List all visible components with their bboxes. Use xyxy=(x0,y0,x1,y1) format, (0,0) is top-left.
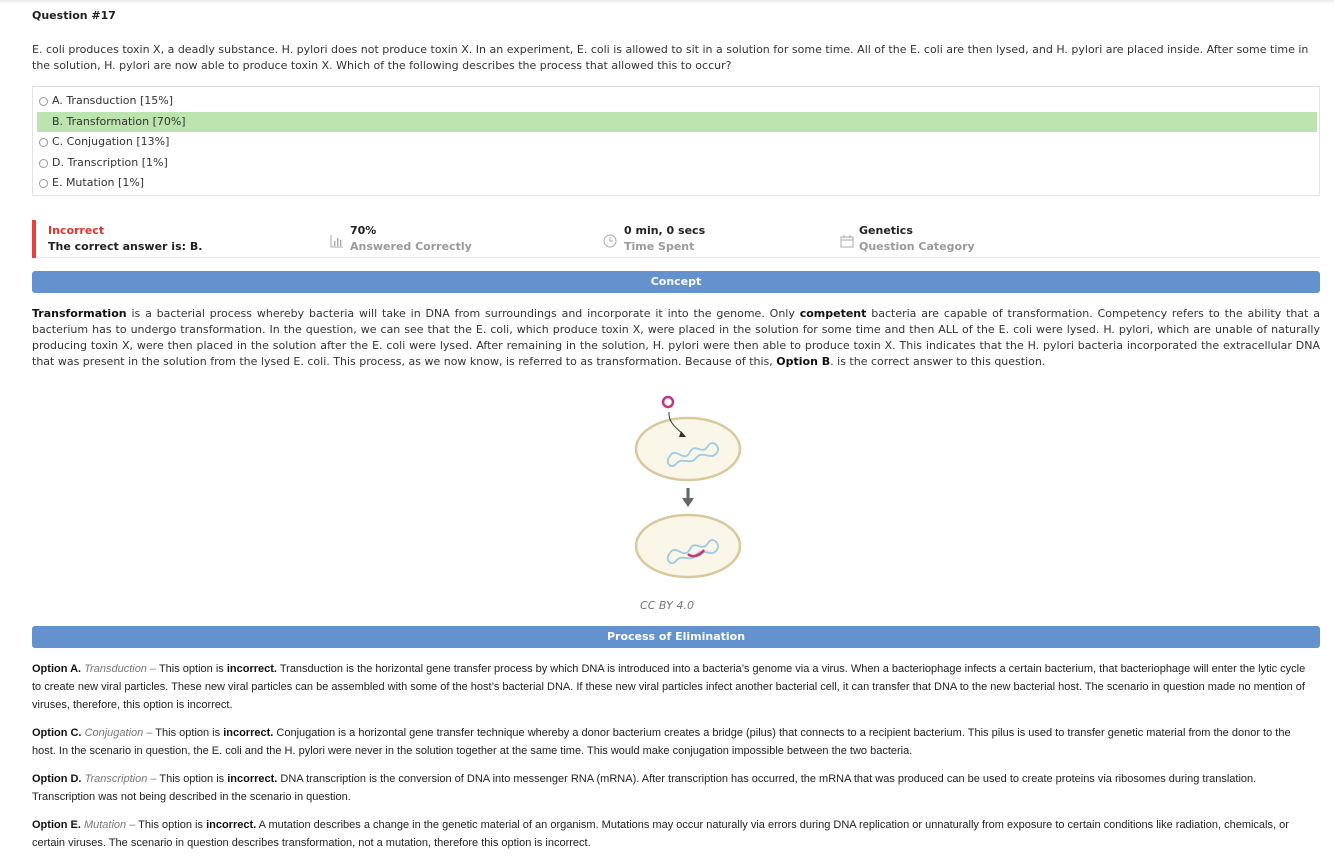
concept-header: Concept xyxy=(32,271,1320,293)
option-body: A mutation describes a change in the genetic material of an organism. Mutations may occur naturally via errors during DNA replication or unnaturally from exposure to certain conditions like radiation, chemicals, or certain viruses. The scenario in question describes transformation, not a mutation, therefore this option is incorrect. xyxy=(32,819,1289,849)
option-id: Option E. xyxy=(32,819,81,831)
time-spent-label: Time Spent xyxy=(624,240,695,253)
option-lead: This option is xyxy=(135,819,207,831)
option-label: C. Conjugation [13%] xyxy=(52,135,170,148)
transformation-diagram xyxy=(624,388,752,584)
calendar-icon xyxy=(840,234,854,248)
concept-text: . is the correct answer to this question. xyxy=(830,355,1046,368)
concept-term: competent xyxy=(799,307,867,320)
top-shadow xyxy=(0,0,1334,4)
concept-answer: Option B xyxy=(776,355,831,368)
concept-term: Transformation xyxy=(32,307,127,320)
option-label: D. Transcription [1%] xyxy=(52,156,168,169)
category-label: Question Category xyxy=(859,240,975,253)
elimination-option-e xyxy=(32,816,1312,852)
option-id: Option D. xyxy=(32,773,82,785)
option-a[interactable] xyxy=(37,91,1317,111)
option-name: Conjugation – xyxy=(84,727,153,739)
option-label: B. Transformation [70%] xyxy=(52,115,186,128)
concept-text: bacteria are capable of transformation. Competency refers to the ability that a bacterium has to undergo transformation. In the question, we can see that the E. coli, which produce toxin X, were placed in the solution for some time and then ALL of the E. coli were lysed. H. pylori, which are unable of naturally producing toxin X, were then placed in the solution after the E. coli were lysed. After remaining in the solution, H. pylori were then able to produce toxin X. This indicates that the H. pylori bacteria incorporated the extracellular DNA that was present in the solution from the lysed E. coli. This process, as we now know, is referred to as transformation. Because of this, xyxy=(32,307,1320,368)
image-credit: CC BY 4.0 xyxy=(640,599,694,612)
option-id: Option A. xyxy=(32,663,82,675)
option-name: Mutation – xyxy=(83,819,136,831)
concept-explanation xyxy=(32,306,1320,370)
option-label: A. Transduction [15%] xyxy=(52,94,173,107)
elimination-option-a xyxy=(32,660,1312,714)
radio-icon[interactable] xyxy=(39,97,48,106)
radio-icon[interactable] xyxy=(39,138,48,147)
down-arrow-head-icon xyxy=(682,498,694,507)
option-lead: This option is xyxy=(156,773,228,785)
option-label: E. Mutation [1%] xyxy=(52,176,145,189)
percent-correct-value: 70% xyxy=(350,224,377,237)
bacterium-before xyxy=(636,418,740,480)
option-body: Conjugation is a horizontal gene transfer technique whereby a donor bacterium creates a bridge (pilus) that connects to a recipient bacterium. This pilus is used to transfer genetic material from the donor to the host. In the scenario in question, the E. coli and the H. pylori were never in the solution together at the same time. This would make conjugation impossible between the two bacteria. xyxy=(32,727,1291,757)
option-d[interactable] xyxy=(37,153,1317,173)
option-b[interactable] xyxy=(37,112,1317,132)
elimination-option-d xyxy=(32,770,1312,806)
radio-icon[interactable] xyxy=(39,159,48,168)
category-value: Genetics xyxy=(859,224,913,237)
time-spent-value: 0 min, 0 secs xyxy=(624,224,706,237)
option-name: Transcription – xyxy=(84,773,157,785)
option-body: DNA transcription is the conversion of DNA into messenger RNA (mRNA). After transcription has occurred, the mRNA that was produced can be used to create proteins via ribosomes during translation. Transcription was not being described in the scenario in question. xyxy=(32,773,1257,803)
correct-answer: The correct answer is: B. xyxy=(48,240,203,253)
elimination-header: Process of Elimination xyxy=(32,626,1320,648)
elimination-option-c xyxy=(32,724,1312,760)
option-e[interactable] xyxy=(37,173,1317,193)
question-stem: E. coli produces toxin X, a deadly substance. H. pylori does not produce toxin X. In an experiment, E. coli is allowed to sit in a solution for some time. All of the E. coli are then lysed, and H. pylori are placed inside. After some time in the solution, H. pylori are now able to produce toxin X. Which of the following describes the process that allowed this to occur? xyxy=(32,43,1309,72)
option-name: Transduction – xyxy=(84,663,157,675)
option-verdict: incorrect. xyxy=(226,663,277,675)
option-id: Option C. xyxy=(32,727,82,739)
result-stats xyxy=(32,220,1320,258)
concept-text: is a bacterial process whereby bacteria will take in DNA from surroundings and incorporate it into the genome. Only xyxy=(126,307,800,320)
option-verdict: incorrect. xyxy=(227,773,278,785)
bacterium-after xyxy=(636,515,740,577)
radio-icon[interactable] xyxy=(39,179,48,188)
option-verdict: incorrect. xyxy=(223,727,274,739)
option-c[interactable] xyxy=(37,132,1317,152)
result-status: Incorrect xyxy=(48,224,105,237)
option-lead: This option is xyxy=(152,727,224,739)
bar-chart-icon xyxy=(330,234,344,248)
answer-options xyxy=(32,86,1320,196)
incorrect-indicator xyxy=(32,220,36,258)
plasmid-icon xyxy=(663,397,673,407)
option-verdict: incorrect. xyxy=(206,819,257,831)
percent-correct-label: Answered Correctly xyxy=(350,240,472,253)
option-body: Transduction is the horizontal gene transfer process by which DNA is introduced into a bacteria’s genome via a virus. When a bacteriophage infects a certain bacterium, that bacteriophage will enter the lytic cycle to create new viral particles. These new viral particles can be assembled with some of the host’s bacterial DNA. If these new viral particles infect another bacterial cell, it can transfer that DNA to the new bacterial host. The scenario in question made no mention of viruses, therefore, this option is incorrect. xyxy=(32,663,1306,711)
option-lead: This option is xyxy=(156,663,227,675)
clock-icon xyxy=(603,234,617,248)
question-number: Question #17 xyxy=(32,9,116,22)
